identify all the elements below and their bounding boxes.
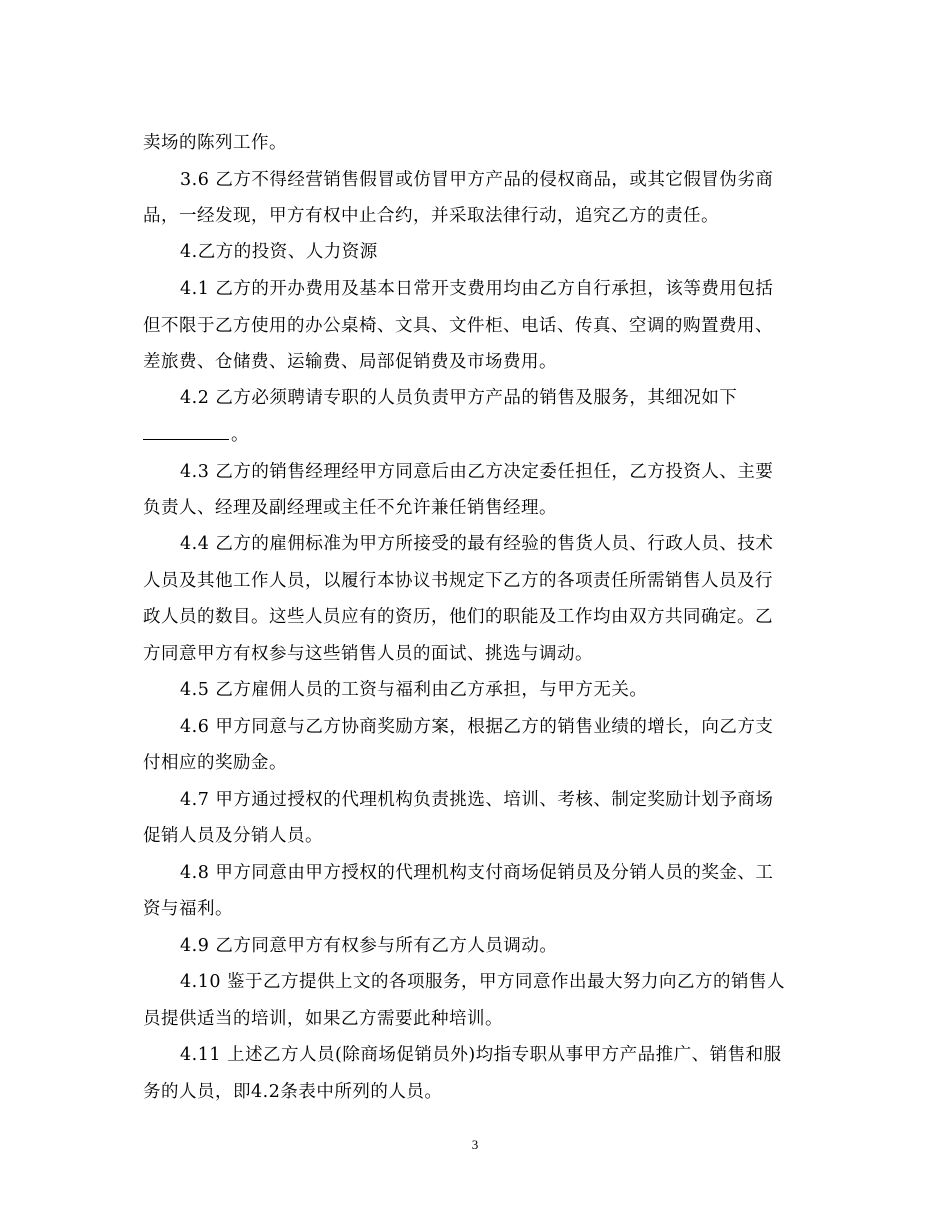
- text-line: 4.3 乙方的销售经理经甲方同意后由乙方决定委任担任，乙方投资人、主要: [180, 462, 774, 482]
- text-line: 卖场的陈列工作。: [143, 133, 287, 153]
- text-line: 员提供适当的培训，如果乙方需要此种培训。: [143, 1009, 503, 1029]
- text-line: 付相应的奖励金。: [143, 753, 287, 773]
- text-line: 4.6 甲方同意与乙方协商奖励方案，根据乙方的销售业绩的增长，向乙方支: [180, 717, 774, 737]
- text-line: 3.6 乙方不得经营销售假冒或仿冒甲方产品的侵权商品，或其它假冒伪劣商: [180, 170, 774, 190]
- text-line: 差旅费、仓储费、运输费、局部促销费及市场费用。: [143, 352, 557, 372]
- text-line: 但不限于乙方使用的办公桌椅、文具、文件柜、电话、传真、空调的购置费用、: [143, 316, 773, 336]
- text-line: 4.1 乙方的开办费用及基本日常开支费用均由乙方自行承担，该等费用包括: [180, 279, 774, 299]
- text-line: 4.9 乙方同意甲方有权参与所有乙方人员调动。: [180, 936, 558, 956]
- text-line: 方同意甲方有权参与这些销售人员的面试、挑选与调动。: [143, 644, 593, 664]
- section-heading: 4.乙方的投资、人力资源: [180, 242, 378, 262]
- text-line: 4.10 鉴于乙方提供上文的各项服务，甲方同意作出最大努力向乙方的销售人: [180, 972, 786, 992]
- text-line: 负责人、经理及副经理或主任不允许兼任销售经理。: [143, 498, 557, 518]
- text-line: 品，一经发现，甲方有权中止合约，并采取法律行动，追究乙方的责任。: [143, 206, 719, 226]
- text-line: 4.4 乙方的雇佣标准为甲方所接受的最有经验的售货人员、行政人员、技术: [180, 534, 774, 554]
- text-line: 政人员的数目。这些人员应有的资历，他们的职能及工作均由双方共同确定。乙: [143, 607, 773, 627]
- text-line: 人员及其他工作人员，以履行本协议书规定下乙方的各项责任所需销售人员及行: [143, 571, 773, 591]
- text-line: 4.8 甲方同意由甲方授权的代理机构支付商场促销员及分销人员的奖金、工: [180, 863, 774, 883]
- text-line-with-blank: [143, 423, 249, 447]
- text-line: 4.7 甲方通过授权的代理机构负责挑选、培训、考核、制定奖励计划予商场: [180, 790, 774, 810]
- text-line: 4.5 乙方雇佣人员的工资与福利由乙方承担，与甲方无关。: [180, 680, 648, 700]
- text-fragment: 。: [231, 425, 249, 445]
- text-line: 资与福利。: [143, 899, 233, 919]
- fill-in-blank: [143, 438, 229, 440]
- page-number: 3: [471, 1137, 479, 1152]
- text-line: 4.2 乙方必须聘请专职的人员负责甲方产品的销售及服务，其细况如下: [180, 388, 738, 408]
- text-line: 务的人员，即4.2条表中所列的人员。: [143, 1082, 443, 1102]
- text-line: 促销人员及分销人员。: [143, 826, 323, 846]
- text-line: 4.11 上述乙方人员(除商场促销员外)均指专职从事甲方产品推广、销售和服: [180, 1045, 782, 1065]
